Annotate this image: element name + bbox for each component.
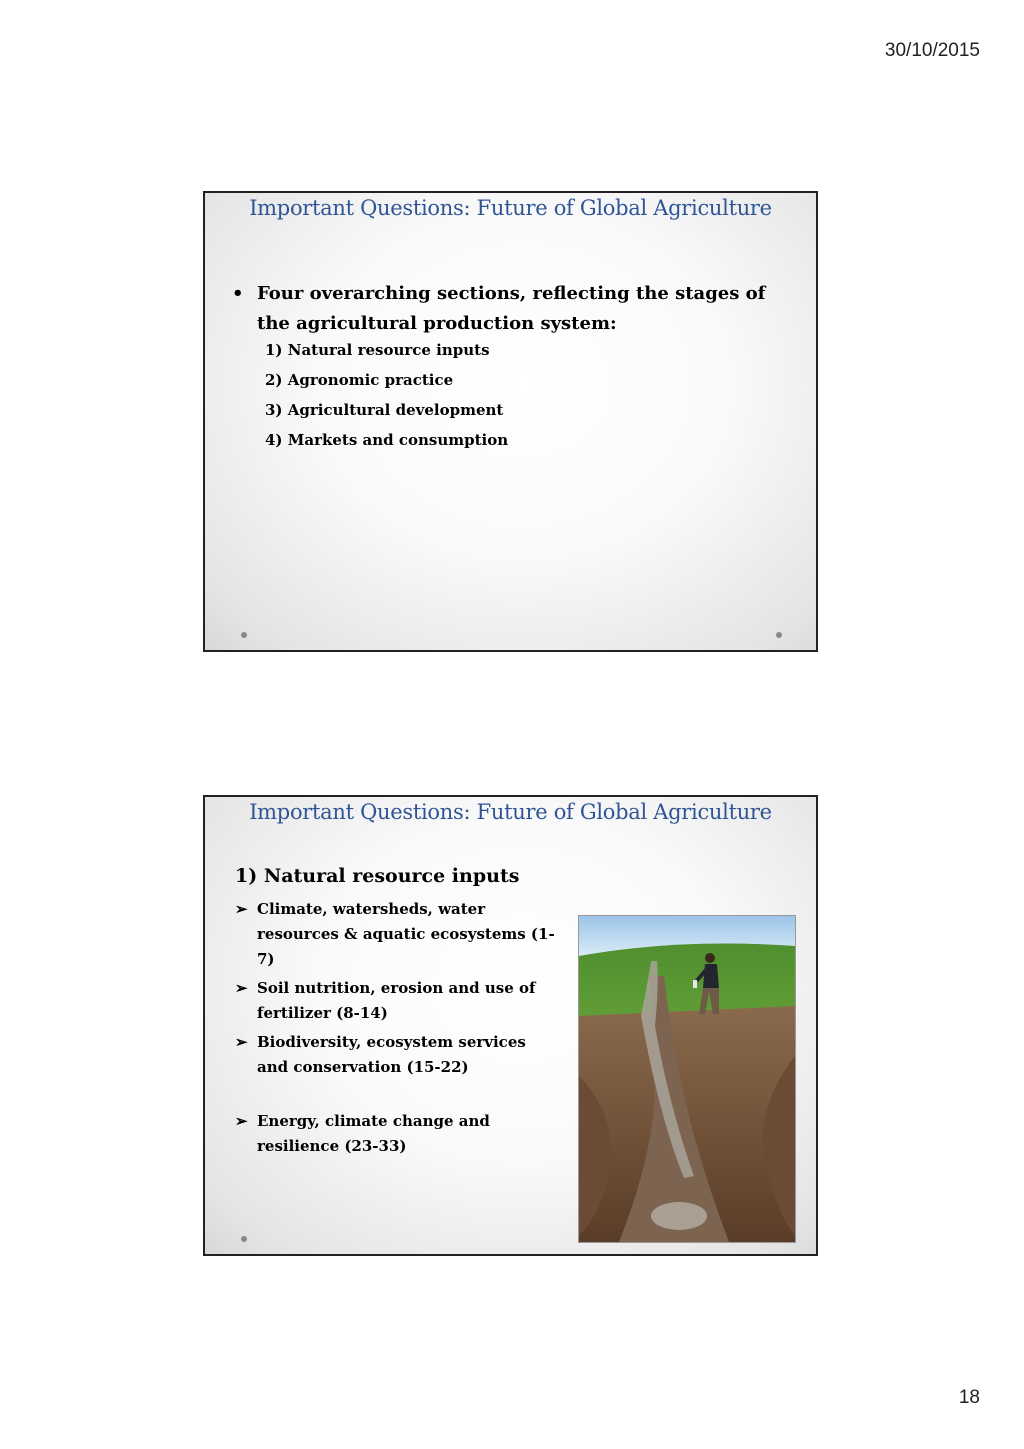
soil-erosion-photo xyxy=(578,915,796,1243)
slide-1 xyxy=(203,191,818,652)
slide-title: Important Questions: Future of Global Agriculture xyxy=(249,800,772,824)
arrow-bullet-icon: ➢ xyxy=(235,900,248,918)
slide-2 xyxy=(203,795,818,1256)
corner-dot-icon xyxy=(241,632,247,638)
topic-text: Soil nutrition, erosion and use of fertilizer (8-14) xyxy=(257,979,536,1022)
slide-title: Important Questions: Future of Global Agriculture xyxy=(249,196,772,220)
topic-text: Biodiversity, ecosystem services and conservation (15-22) xyxy=(257,1033,526,1076)
section-item: 2) Agronomic practice xyxy=(265,371,454,389)
topic-text: Energy, climate change and resilience (23-33) xyxy=(257,1112,490,1155)
corner-dot-icon xyxy=(776,632,782,638)
arrow-bullet-icon: ➢ xyxy=(235,1112,248,1130)
section-heading: 1) Natural resource inputs xyxy=(235,865,520,887)
topic-item xyxy=(235,976,555,1026)
arrow-bullet-icon: ➢ xyxy=(235,1033,248,1051)
topic-item xyxy=(235,1109,555,1159)
corner-dot-icon xyxy=(241,1236,247,1242)
page-number: 18 xyxy=(958,1387,980,1408)
page-date: 30/10/2015 xyxy=(884,40,980,61)
section-item: 1) Natural resource inputs xyxy=(265,341,490,359)
bullet-item xyxy=(232,279,802,339)
topic-item xyxy=(235,897,555,972)
bullet-text: Four overarching sections, reflecting the stages of the agricultural production system: xyxy=(257,283,766,334)
section-item: 3) Agricultural development xyxy=(265,401,504,419)
topic-text: Climate, watersheds, water resources & aquatic ecosystems (1-7) xyxy=(257,900,555,968)
bullet-icon: • xyxy=(232,283,244,304)
arrow-bullet-icon: ➢ xyxy=(235,979,248,997)
section-item: 4) Markets and consumption xyxy=(265,431,509,449)
topic-item xyxy=(235,1030,555,1080)
